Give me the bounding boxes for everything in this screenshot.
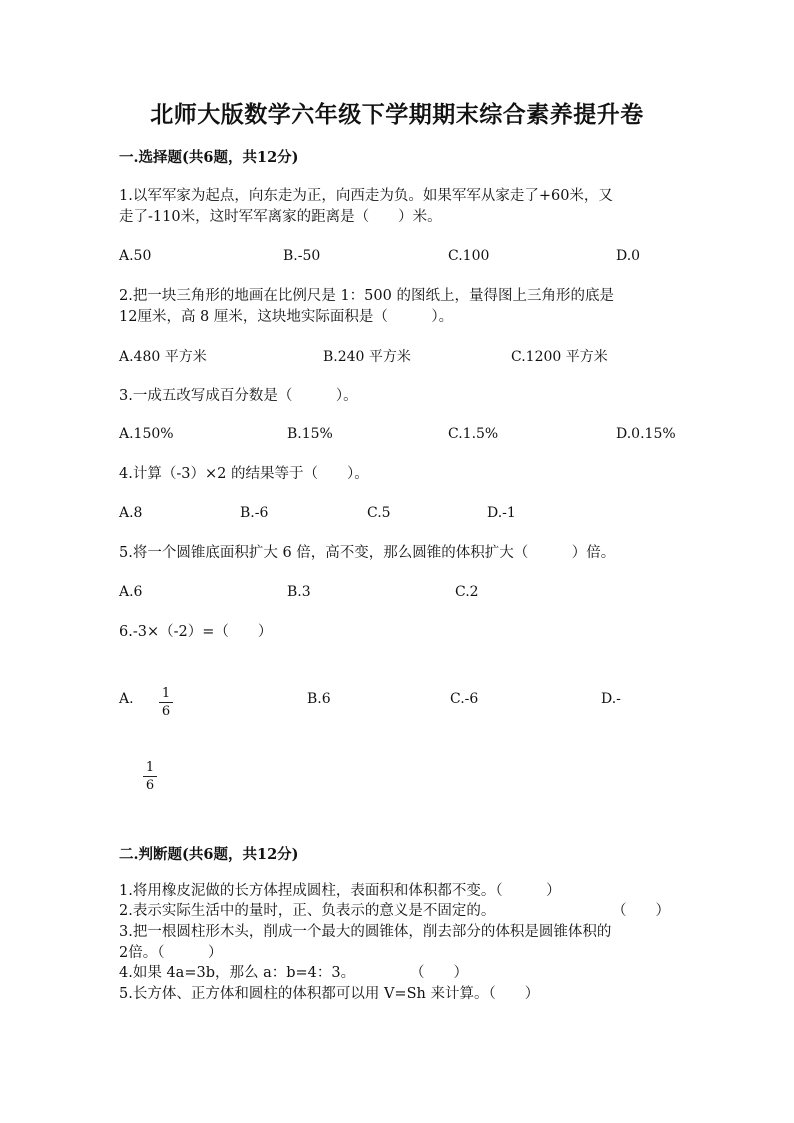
question-5-option-c[interactable]: C.2 [455,584,479,600]
judgment-item-3-line-2: 2倍。（ ） [119,945,223,961]
fraction-bar [159,702,173,703]
judgment-item-2-blank[interactable]: （ ） [612,903,670,919]
judgment-item-2: 2.表示实际生活中的量时，正、负表示的意义是不固定的。 [119,903,496,919]
judgment-item-3-line-1: 3.把一根圆柱形木头，削成一个最大的圆锥体，削去部分的体积是圆锥体积的 [119,924,612,940]
fraction-numerator: 1 [145,760,155,775]
question-4-option-c[interactable]: C.5 [367,505,391,521]
fraction-denominator: 6 [161,704,171,719]
question-1-option-d[interactable]: D.0 [616,248,641,264]
question-2-option-b[interactable]: B.240 平方米 [323,349,411,365]
question-1-option-c[interactable]: C.100 [448,248,490,264]
question-4-line-1: 4.计算（-3）×2 的结果等于（ ）。 [119,466,369,482]
section-heading-choice: 一.选择题(共6题，共12分) [119,149,299,166]
question-4-option-a[interactable]: A.8 [119,505,143,521]
question-2-line-2: 12厘米，高 8 厘米，这块地实际面积是（ ）。 [119,309,454,325]
fraction-bar [143,776,157,777]
question-2-option-a[interactable]: A.480 平方米 [119,349,207,365]
question-6-option-c[interactable]: C.-6 [450,691,479,707]
judgment-item-5: 5.长方体、正方体和圆柱的体积都可以用 V=Sh 来计算。（ ） [119,986,540,1002]
question-4-option-d[interactable]: D.-1 [487,505,516,521]
question-6-option-b[interactable]: B.6 [307,691,331,707]
question-6-fraction-a [159,686,173,719]
judgment-item-1: 1.将用橡皮泥做的长方体捏成圆柱，表面积和体积都不变。（ ） [119,883,561,899]
question-3-option-c[interactable]: C.1.5% [448,426,499,442]
question-5-line-1: 5.将一个圆锥底面积扩大 6 倍，高不变，那么圆锥的体积扩大（ ）倍。 [119,545,616,561]
question-2-line-1: 2.把一块三角形的地画在比例尺是 1：500 的图纸上，量得图上三角形的底是 [119,288,614,304]
question-6-option-a[interactable]: A. [119,691,134,707]
question-1-line-1: 1.以军军家为起点，向东走为正，向西走为负。如果军军从家走了+60米，又 [119,188,613,204]
question-5-option-a[interactable]: A.6 [119,584,143,600]
question-3-line-1: 3.一成五改写成百分数是（ ）。 [119,388,358,404]
question-5-option-b[interactable]: B.3 [287,584,311,600]
fraction-numerator: 1 [161,686,171,701]
question-2-option-c[interactable]: C.1200 平方米 [511,349,608,365]
question-6-fraction-d [143,760,157,793]
judgment-item-4: 4.如果 4a=3b，那么 a：b=4：3。 [119,965,356,981]
section-heading-judgment: 二.判断题(共6题，共12分) [119,846,299,863]
question-3-option-d[interactable]: D.0.15% [616,426,676,442]
question-3-option-b[interactable]: B.15% [287,426,333,442]
fraction-denominator: 6 [145,778,155,793]
question-6-option-d[interactable]: D.- [601,691,621,707]
question-3-option-a[interactable]: A.150% [119,426,174,442]
question-1-line-2: 走了-110米，这时军军离家的距离是（ ）米。 [119,209,442,225]
question-4-option-b[interactable]: B.-6 [240,505,269,521]
question-1-option-a[interactable]: A.50 [119,248,152,264]
question-1-option-b[interactable]: B.-50 [283,248,321,264]
page-title: 北师大版数学六年级下学期期末综合素养提升卷 [150,101,644,128]
question-6-line-1: 6.-3×（-2）=（ ） [119,624,273,640]
judgment-item-4-blank[interactable]: （ ） [410,965,468,981]
